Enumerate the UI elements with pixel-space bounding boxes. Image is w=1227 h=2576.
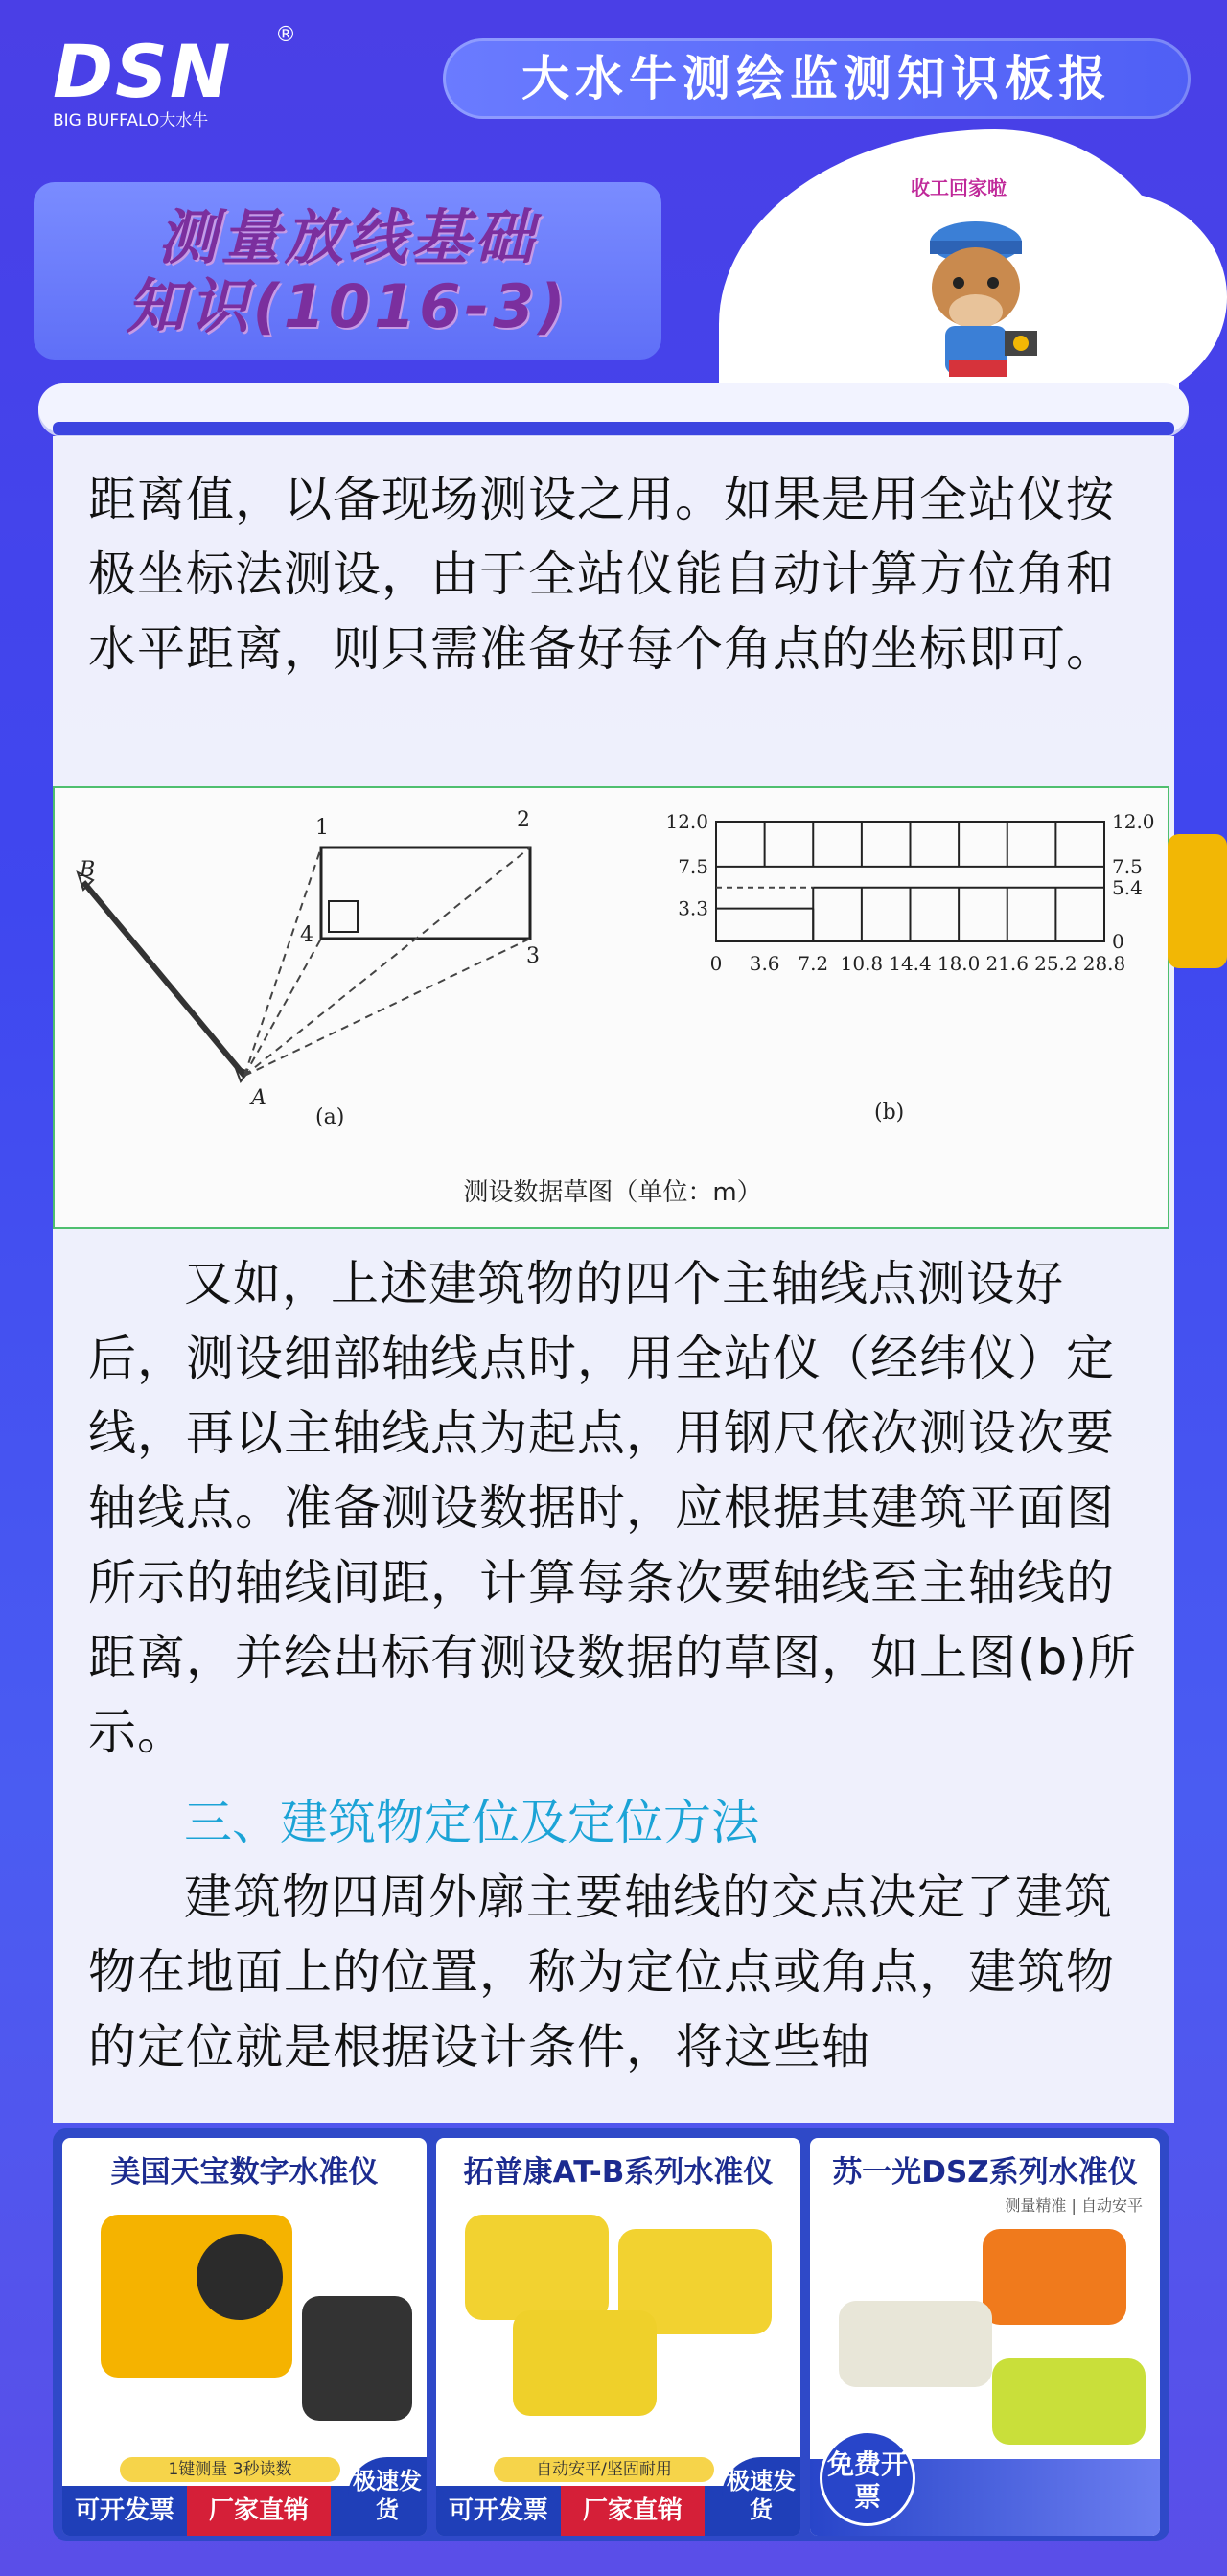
- level-instrument-icon: [983, 2229, 1126, 2325]
- level-instrument-icon: [465, 2215, 609, 2320]
- ad-foif[interactable]: [810, 2138, 1160, 2536]
- left-tick-label: 3.3: [678, 896, 708, 920]
- ad-direct-label: 厂家直销: [561, 2486, 705, 2536]
- figure-caption: 测设数据草图（单位：m）: [463, 1178, 762, 1207]
- line-B-A: [83, 882, 244, 1076]
- paragraph-3-text: 建筑物四周外廓主要轴线的交点决定了建筑物在地面上的位置，称为定位点或角点，建筑物的定位就是根据设计条件，将这些轴: [88, 1869, 1115, 2075]
- x-tick-label: 18.0: [937, 952, 981, 975]
- paragraph-2-text: 又如，上述建筑物的四个主轴线点测设好后，测设细部轴线点时，用全站仪（经纬仪）定线，再以主轴线点为起点，用钢尺依次测设次要轴线点。准备测设数据时，应根据其建筑平面图所示的轴线间距，计算每条次要轴线至主轴线的距离，并绘出标有测设数据的草图，如上图(b)所示。: [88, 1256, 1137, 1760]
- case-icon: [302, 2296, 412, 2421]
- x-tick-label: 25.2: [1034, 952, 1077, 975]
- section-heading: 三、建筑物定位及定位方法: [184, 1795, 759, 1850]
- x-tick-label: 7.2: [798, 952, 829, 975]
- level-instrument-icon-3: [513, 2310, 657, 2416]
- paragraph-1-text: 距离值，以备现场测设之用。如果是用全站仪按极坐标法测设，由于全站仪能自动计算方位角和水平距离，则只需准备好每个角点的坐标即可。: [88, 472, 1115, 677]
- left-tick-label: 12.0: [665, 810, 708, 833]
- point-label-4: 4: [300, 923, 313, 947]
- instrument-edge-decoration: [1168, 834, 1227, 968]
- content-tab-bar: [53, 422, 1174, 435]
- left-tick-label: 7.5: [678, 854, 708, 878]
- ad-title: 苏一光DSZ系列水准仪: [832, 2155, 1138, 2190]
- banner-text: 大水牛测绘监测知识板报: [521, 51, 1112, 106]
- ad-subtitle: 测量精准 | 自动安平: [1005, 2196, 1143, 2215]
- x-tick-label: 0: [709, 952, 723, 975]
- level-instrument-icon-3: [992, 2358, 1146, 2445]
- right-tick-label: 7.5: [1112, 854, 1143, 878]
- x-tick-label: 28.8: [1082, 952, 1126, 975]
- logo-subtitle: BIG BUFFALO大水牛: [53, 111, 209, 130]
- figure-drawing: [55, 788, 1171, 1231]
- free-invoice-badge: 免费开票: [820, 2430, 915, 2526]
- ad-caption: 1键测量 3秒读数: [120, 2457, 340, 2482]
- ad-title: 美国天宝数字水准仪: [110, 2155, 379, 2190]
- dsn-logo: [53, 23, 302, 153]
- right-tick-label: 0: [1112, 930, 1124, 953]
- paragraph-3: [88, 1860, 1143, 2084]
- building-outline: [321, 847, 530, 939]
- ad-topcon[interactable]: [436, 2138, 800, 2536]
- title-card: [34, 182, 661, 360]
- ad-invoice-label: 可开发票: [62, 2486, 187, 2536]
- x-tick-label: 10.8: [840, 952, 884, 975]
- title-line-2: 知识(1016-3): [126, 271, 569, 341]
- title-line-1: 测量放线基础: [157, 202, 538, 272]
- floor-plan-b: [665, 810, 1154, 975]
- point-label-A: A: [251, 1086, 266, 1110]
- ad-direct-label: 厂家直销: [187, 2486, 331, 2536]
- figure-a-label: (a): [315, 1105, 345, 1129]
- ad-title: 拓普康AT-B系列水准仪: [463, 2155, 774, 2190]
- x-tick-label: 21.6: [985, 952, 1030, 975]
- lens-icon: [197, 2234, 283, 2320]
- point-label-2: 2: [517, 808, 530, 832]
- point-label-1: 1: [315, 816, 329, 840]
- paragraph-2: [88, 1246, 1143, 1770]
- header-banner: [443, 38, 1191, 119]
- right-tick-label: 12.0: [1112, 810, 1155, 833]
- mascot-label: 收工回家啦: [911, 176, 1007, 199]
- ad-fast-ship-badge: 极速发货: [722, 2457, 800, 2536]
- ad-trimble[interactable]: [62, 2138, 427, 2536]
- x-tick-label: 3.6: [749, 952, 780, 975]
- right-tick-label: 5.4: [1112, 875, 1143, 899]
- point-label-3: 3: [526, 944, 540, 968]
- registered-mark: ®: [275, 23, 296, 47]
- x-tick-label: 14.4: [889, 952, 932, 975]
- paragraph-1: [88, 462, 1143, 686]
- ad-caption: 自动安平/坚固耐用: [494, 2457, 714, 2482]
- buffalo-mascot-icon: [890, 206, 1062, 388]
- survey-figure: [53, 786, 1169, 1229]
- figure-b-label: (b): [874, 1101, 905, 1125]
- level-instrument-icon-2: [839, 2301, 992, 2387]
- logo-text: DSN: [53, 29, 233, 114]
- ad-invoice-label: 可开发票: [436, 2486, 561, 2536]
- point-label-B: B: [80, 858, 96, 882]
- ad-fast-ship-badge: 极速发货: [348, 2457, 427, 2536]
